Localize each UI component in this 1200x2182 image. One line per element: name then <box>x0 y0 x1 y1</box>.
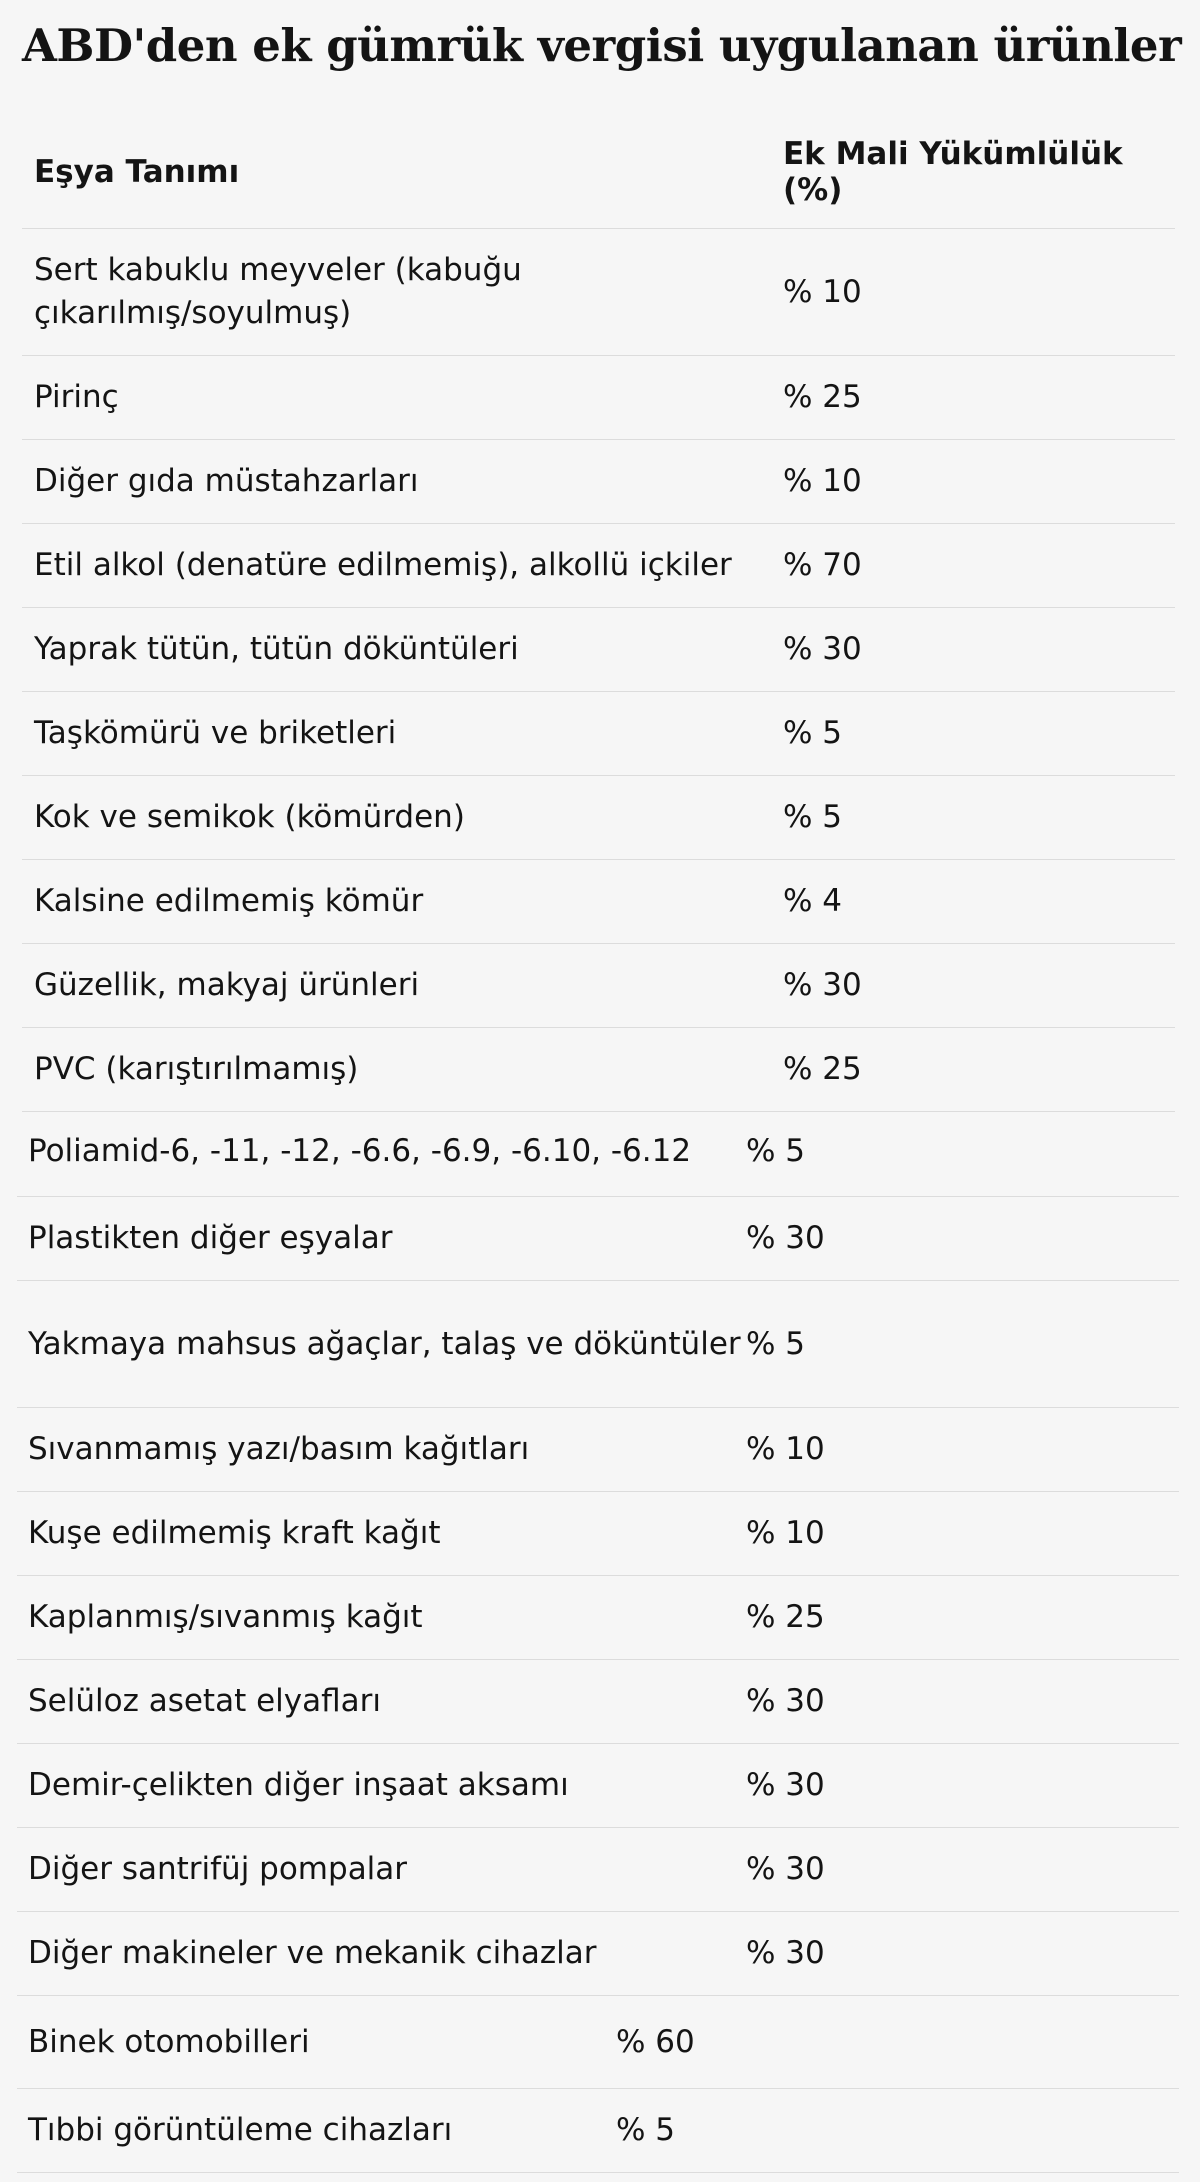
tariff-table-section-1 <box>22 116 1175 1112</box>
rate-cell: % 5 <box>746 1107 1179 1197</box>
item-cell: Güzellik, makyaj ürünleri <box>22 944 783 1028</box>
table-row <box>22 860 1175 944</box>
item-cell: Yakmaya mahsus ağaçlar, talaş ve döküntüler <box>17 1281 746 1408</box>
item-cell: Kalsine edilmemiş kömür <box>22 860 783 944</box>
page-title: ABD'den ek gümrük vergisi uygulanan ürünler <box>22 19 1182 72</box>
item-cell: Etil alkol (denatüre edilmemiş), alkollü içkiler <box>22 524 783 608</box>
item-cell: Taşkömürü ve briketleri <box>22 692 783 776</box>
rate-cell: % 30 <box>783 608 1175 692</box>
table-row <box>17 1492 1179 1576</box>
rate-cell: % 5 <box>783 692 1175 776</box>
table-row <box>17 1281 1179 1408</box>
table-row <box>22 692 1175 776</box>
table-row <box>22 229 1175 356</box>
table-row <box>22 440 1175 524</box>
rate-cell: % 30 <box>746 1912 1179 1996</box>
item-cell: Kaplanmış/sıvanmış kağıt <box>17 1576 746 1660</box>
item-cell: Binek otomobilleri <box>17 1996 616 2089</box>
item-cell: Kuşe edilmemiş kraft kağıt <box>17 1492 746 1576</box>
item-cell: Sert kabuklu meyveler (kabuğu çıkarılmış/soyulmuş) <box>22 229 783 356</box>
table-row <box>22 608 1175 692</box>
table-row <box>17 1828 1179 1912</box>
item-cell: Yaprak tütün, tütün döküntüleri <box>22 608 783 692</box>
rate-cell: % 25 <box>783 1028 1175 1112</box>
item-cell: Plastikten diğer eşyalar <box>17 1197 746 1281</box>
rate-cell: % 4 <box>783 860 1175 944</box>
item-cell: Pirinç <box>22 356 783 440</box>
table-row <box>22 1028 1175 1112</box>
column-header-rate: Ek Mali Yükümlülük (%) <box>783 116 1175 229</box>
rate-cell: % 30 <box>746 1660 1179 1744</box>
rate-cell: % 25 <box>783 356 1175 440</box>
tariff-table-section-2 <box>17 1107 1179 1996</box>
rate-cell: % 30 <box>746 1197 1179 1281</box>
column-header-item: Eşya Tanımı <box>22 116 783 229</box>
rate-cell: % 5 <box>746 1281 1179 1408</box>
rate-cell: % 30 <box>746 1828 1179 1912</box>
table-header-row <box>22 116 1175 229</box>
item-cell: Poliamid-6, -11, -12, -6.6, -6.9, -6.10, -6.12 <box>17 1107 746 1197</box>
table-row <box>17 1107 1179 1197</box>
table-row <box>22 776 1175 860</box>
rate-cell: % 10 <box>783 229 1175 356</box>
table-row <box>22 356 1175 440</box>
table-row <box>17 1197 1179 1281</box>
rate-cell: % 10 <box>783 440 1175 524</box>
item-cell: Selüloz asetat elyafları <box>17 1660 746 1744</box>
table-row <box>17 1996 1179 2089</box>
item-cell: Demir-çelikten diğer inşaat aksamı <box>17 1744 746 1828</box>
table-row <box>17 1912 1179 1996</box>
item-cell: Tıbbi görüntüleme cihazları <box>17 2089 616 2173</box>
rate-cell: % 10 <box>746 1408 1179 1492</box>
rate-cell: % 5 <box>783 776 1175 860</box>
table-row <box>17 1744 1179 1828</box>
table-row <box>17 1660 1179 1744</box>
rate-cell: % 60 <box>616 1996 1179 2089</box>
item-cell: Diğer santrifüj pompalar <box>17 1828 746 1912</box>
rate-cell: % 5 <box>616 2089 1179 2173</box>
rate-cell: % 30 <box>746 1744 1179 1828</box>
item-cell: PVC (karıştırılmamış) <box>22 1028 783 1112</box>
rate-cell: % 70 <box>783 524 1175 608</box>
rate-cell: % 30 <box>783 944 1175 1028</box>
item-cell: Diğer makineler ve mekanik cihazlar <box>17 1912 746 1996</box>
rate-cell: % 10 <box>746 1492 1179 1576</box>
table-row <box>22 944 1175 1028</box>
table-row <box>17 1576 1179 1660</box>
item-cell: Diğer gıda müstahzarları <box>22 440 783 524</box>
table-row <box>17 1408 1179 1492</box>
table-row <box>17 2089 1179 2173</box>
tariff-table-section-3 <box>17 1996 1179 2173</box>
item-cell: Kok ve semikok (kömürden) <box>22 776 783 860</box>
rate-cell: % 25 <box>746 1576 1179 1660</box>
table-row <box>22 524 1175 608</box>
item-cell: Sıvanmamış yazı/basım kağıtları <box>17 1408 746 1492</box>
